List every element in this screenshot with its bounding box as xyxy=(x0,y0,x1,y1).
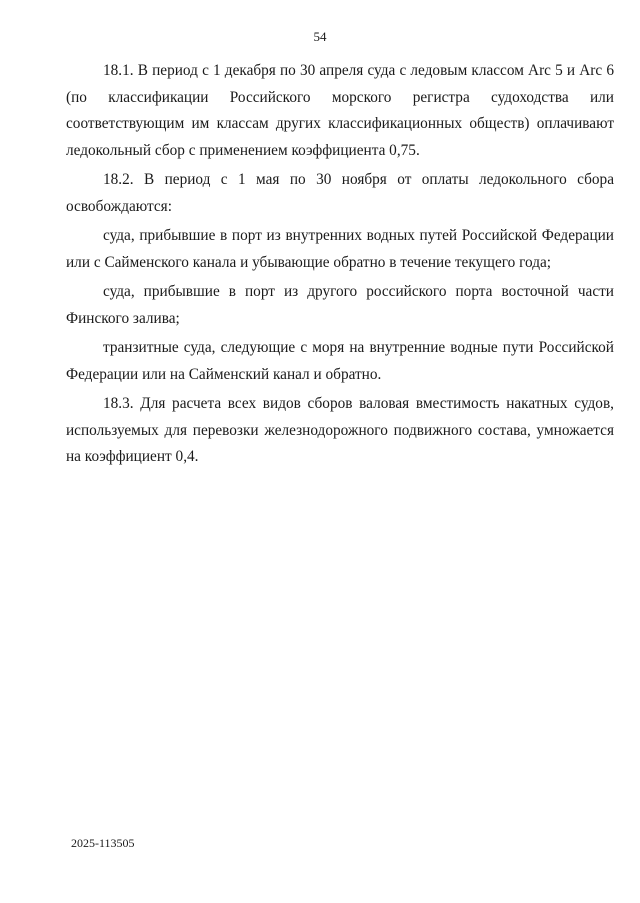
paragraph-18-2: 18.2. В период с 1 мая по 30 ноября от оплаты ледокольного сбора освобождаются: xyxy=(66,171,614,215)
paragraph-18-1: 18.1. В период с 1 декабря по 30 апреля суда с ледовым классом Arc 5 и Arc 6 (по классификации Российского морского регистра судоходства или соответствующим им классам других классификационных обществ) оплачивают ледокольный сбор с применением коэффициента 0,75. xyxy=(66,62,614,159)
document-body xyxy=(66,58,614,474)
page-number: 54 xyxy=(313,29,327,44)
paragraph-exemption-inland: суда, прибывшие в порт из внутренних водных путей Российской Федерации или с Сайменского канала и убывающие обратно в течение текущего года; xyxy=(66,227,614,271)
paragraph-exemption-transit: транзитные суда, следующие с моря на внутренние водные пути Российской Федерации или на Сайменский канал и обратно. xyxy=(66,339,614,383)
paragraph-18-3: 18.3. Для расчета всех видов сборов валовая вместимость накатных судов, используемых для перевозки железнодорожного подвижного состава, умножается на коэффициент 0,4. xyxy=(66,395,614,465)
paragraph-exemption-east-gulf: суда, прибывшие в порт из другого российского порта восточной части Финского залива; xyxy=(66,283,614,327)
document-code: 2025-113505 xyxy=(71,836,135,850)
